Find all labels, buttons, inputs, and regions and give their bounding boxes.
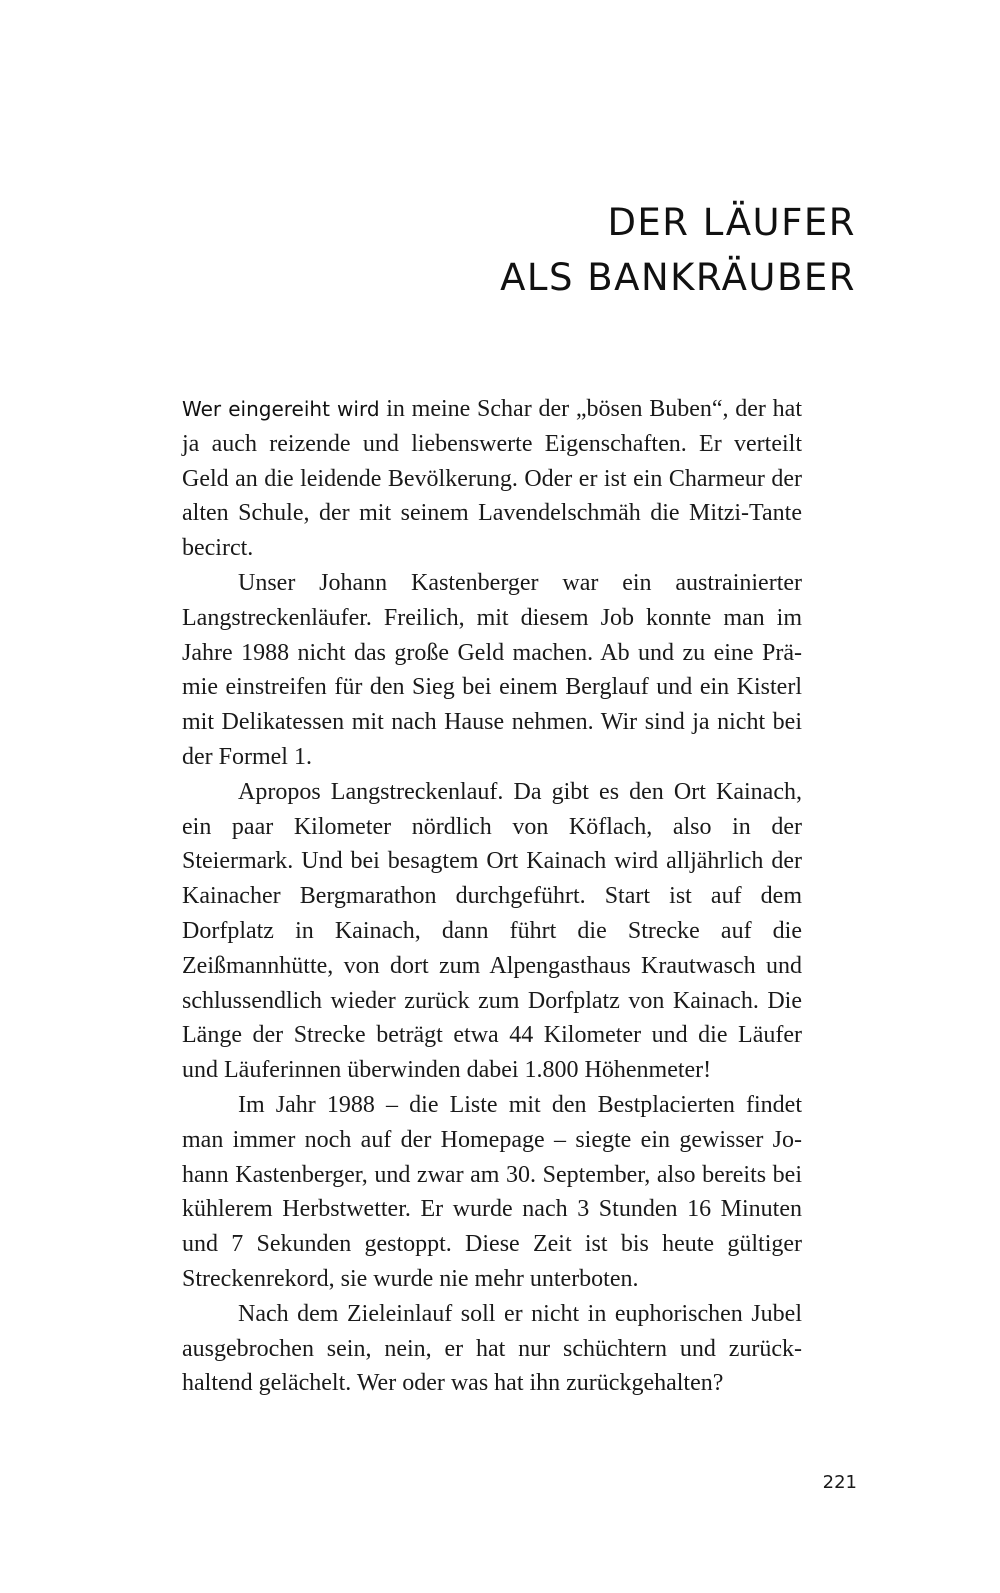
paragraph-1 xyxy=(182,392,802,566)
paragraph-5: Nach dem Zieleinlauf soll er nicht in euphorischen Jubel ausgebrochen sein, nein, er hat nur schüchtern und zurückhaltend gelächelt. Wer oder was hat ihn zurückgehalten? xyxy=(182,1300,802,1397)
chapter-title xyxy=(500,195,856,305)
chapter-title-line-2: ALS BANKRÄUBER xyxy=(500,255,856,299)
paragraph-4: Im Jahr 1988 – die Liste mit den Bestplacierten findet man immer noch auf der Homepage – siegte ein gewisser Johann Kastenberger, und zwar am 30. September, also bereits bei kühlerem Herbstwetter. Er wurde nach 3 Stunden 16 Minuten und 7 Sekunden gestoppt. Diese Zeit ist bis heute gültiger Streckenrekord, sie wurde nie mehr unterboten. xyxy=(182,1091,802,1292)
paragraph-3: Apropos Langstreckenlauf. Da gibt es den Ort Kainach, ein paar Kilometer nördlich von Köflach, also in der Steiermark. Und bei besagtem Ort Kainach wird alljährlich der Kainacher Bergmarathon durchgeführt. Start ist auf dem Dorfplatz in Kainach, dann führt die Strecke auf die Zeißmannhütte, von dort zum Alpengasthaus Krautwasch und schlussendlich wieder zurück zum Dorfplatz von Kainach. Die Länge der Strecke beträgt etwa 44 Kilometer und die Läufer und Läuferinnen überwinden dabei 1.800 Höhenmeter! xyxy=(182,778,802,1084)
chapter-body xyxy=(182,392,802,1401)
paragraph-1-text: in meine Schar der „bösen Buben“, der hat ja auch reizende und liebenswerte Eigenschaften. Er verteilt Geld an die leidende Bevölkerung. Oder er ist ein Charmeur der alten Schule, der mit seinem Lavendelschmäh die Mitzi-Tante becirct. xyxy=(182,396,802,562)
page-number: 221 xyxy=(822,1472,857,1493)
lead-in: Wer eingereiht wird xyxy=(182,397,380,421)
paragraph-2: Unser Johann Kastenberger war ein austrainierter Langstreckenläufer. Freilich, mit diesem Job konnte man im Jahre 1988 nicht das große Geld machen. Ab und zu eine Prämie einstreifen für den Sieg bei einem Berglauf und ein Kisterl mit Delikatessen mit nach Hause nehmen. Wir sind ja nicht bei der Formel 1. xyxy=(182,569,802,770)
chapter-title-line-1: DER LÄUFER xyxy=(607,200,856,244)
